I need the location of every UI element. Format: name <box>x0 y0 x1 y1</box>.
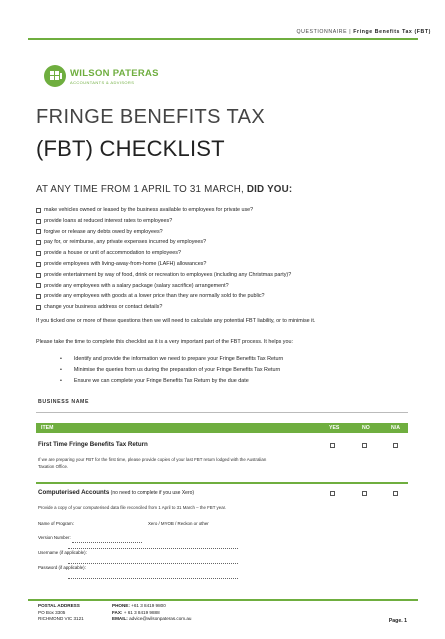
instructions-paragraph: Please take the time to complete this checklist as it is a very important part of the FBT process. It helps you: <box>36 339 293 345</box>
footer-rule <box>28 599 418 601</box>
password-field[interactable] <box>68 563 238 564</box>
password-label: Password (if applicable): <box>38 565 86 570</box>
checkbox[interactable] <box>36 305 41 310</box>
checkbox[interactable] <box>36 294 41 299</box>
header-doc-title: Fringe Benefits Tax (FBT) <box>353 29 431 35</box>
table-header-item: ITEM <box>41 425 54 432</box>
logo-name: WILSON PATERAS <box>70 67 159 79</box>
checklist-item-label: change your business address or contact details? <box>44 304 163 311</box>
checkbox[interactable] <box>36 251 41 256</box>
section-title-note: (no need to complete if you use Xero) <box>109 490 195 496</box>
username-field[interactable] <box>68 548 238 549</box>
checklist-item-label: forgive or release any debts owed by employees? <box>44 228 163 235</box>
section-title <box>38 489 408 496</box>
first-time-no-checkbox[interactable] <box>362 443 367 448</box>
table-header <box>36 423 408 433</box>
table-header-na: N/A <box>391 425 400 432</box>
fbt-checklist <box>36 205 291 313</box>
footer-fax-label: FAX: <box>112 609 123 615</box>
checklist-item-label: make vehicles owned or leased by the business available to employees for private use? <box>44 207 254 213</box>
page-header <box>296 29 431 35</box>
first-time-section <box>36 441 408 471</box>
checklist-item[interactable] <box>36 248 291 259</box>
footer-suburb: RICHMOND VIC 3121 <box>38 616 84 622</box>
header-questionnaire: QUESTIONNAIRE <box>296 29 348 35</box>
checklist-item-label: provide any employees with goods at a lower price than they are normally sold to the public? <box>44 293 265 300</box>
checklist-item[interactable] <box>36 291 291 302</box>
table-header-yes: YES <box>329 425 340 432</box>
first-time-na-checkbox[interactable] <box>393 443 398 448</box>
program-options: Xero / MYOB / Reckon or other <box>148 521 209 526</box>
footer-phone[interactable]: +61 3 8419 9800 <box>131 603 166 608</box>
checklist-item[interactable] <box>36 227 291 238</box>
checkbox[interactable] <box>36 262 41 267</box>
footer-postal <box>38 603 84 623</box>
page-title-line2: (FBT) CHECKLIST <box>36 136 225 161</box>
page-number: Page. 1 <box>388 618 407 624</box>
question-intro-text: AT ANY TIME FROM 1 APRIL TO 31 MARCH, <box>36 184 247 195</box>
checklist-item[interactable] <box>36 216 291 227</box>
logo-grid-icon <box>44 65 66 87</box>
checklist-item-label: provide loans at reduced interest rates to employees? <box>44 217 173 224</box>
business-name-field[interactable] <box>36 412 408 413</box>
version-label: Version Number: <box>38 535 71 540</box>
table-header-no: NO <box>362 425 370 432</box>
checklist-item[interactable] <box>36 270 291 281</box>
checklist-item-label: provide entertainment by way of food, drink or recreation to employees (including any Christmas party)? <box>44 271 292 278</box>
checklist-item[interactable] <box>36 237 291 248</box>
footer-phone-label: PHONE: <box>112 603 130 608</box>
list-item: • Ensure we can complete your Fringe Benefits Tax Return by the due date <box>60 376 283 387</box>
checkbox[interactable] <box>36 240 41 245</box>
question-intro <box>36 184 292 195</box>
business-name-label: BUSINESS NAME <box>38 399 90 405</box>
checklist-item[interactable] <box>36 281 291 292</box>
computerised-section <box>36 489 408 512</box>
checklist-item-label: provide employees with living-away-from-home (LAFH) allowances? <box>44 260 207 267</box>
checkbox[interactable] <box>36 208 41 213</box>
checklist-item[interactable] <box>36 302 291 313</box>
section-description: If we are preparing your FBT for the first time, please provide copies of your last FBT return lodged with the Australian Taxation Office. <box>38 457 267 469</box>
username-label: Username (if applicable): <box>38 550 87 555</box>
computerised-na-checkbox[interactable] <box>393 491 398 496</box>
computerised-no-checkbox[interactable] <box>362 491 367 496</box>
section-description: Provide a copy of your computerised data file reconciled from 1 April to 31 March – the FBT year. <box>38 505 227 510</box>
checkbox[interactable] <box>36 219 41 224</box>
liability-paragraph: If you ticked one or more of these questions then we will need to calculate any potential FBT liability, or to minimise it. <box>36 318 316 324</box>
checklist-item-label: provide a house or unit of accommodation to employees? <box>44 250 181 257</box>
section-title: First Time Fringe Benefits Tax Return <box>38 441 148 448</box>
checklist-item[interactable] <box>36 205 291 216</box>
checklist-item-label: pay for, or reimburse, any private expenses incurred by employees? <box>44 239 207 246</box>
checkbox[interactable] <box>36 283 41 288</box>
logo-tagline: ACCOUNTANTS & ADVISORS <box>70 79 135 85</box>
company-logo <box>44 65 159 87</box>
checklist-item[interactable] <box>36 259 291 270</box>
list-item: • Minimise the queries from us during the preparation of your Fringe Benefits Tax Return <box>60 365 283 376</box>
section-title-text: Computerised Accounts <box>38 489 110 496</box>
list-item: • Identify and provide the information we need to prepare your Fringe Benefits Tax Return <box>60 354 283 365</box>
version-field[interactable] <box>72 542 142 543</box>
footer-po-box: PO Box 3305 <box>38 609 66 615</box>
question-intro-emphasis: DID YOU: <box>246 184 293 195</box>
footer-email-label: EMAIL: <box>112 616 128 622</box>
computerised-yes-checkbox[interactable] <box>330 491 335 496</box>
checkbox[interactable] <box>36 273 41 278</box>
header-rule <box>28 38 418 40</box>
password-extra-line[interactable] <box>68 578 238 579</box>
benefits-list <box>60 354 283 386</box>
section-divider <box>36 482 408 484</box>
program-label: Name of Program: <box>38 521 74 526</box>
checkbox[interactable] <box>36 229 41 234</box>
header-separator: | <box>349 29 352 35</box>
checklist-item-label: provide any employees with a salary package (salary sacrifice) arrangement? <box>44 282 229 289</box>
page-title-line1: FRINGE BENEFITS TAX <box>36 106 266 128</box>
first-time-yes-checkbox[interactable] <box>330 443 335 448</box>
footer-postal-label: POSTAL ADDRESS <box>38 603 80 608</box>
footer-contact <box>112 603 191 623</box>
footer-fax: + 61 3 8419 9888 <box>123 609 160 615</box>
footer-email-link[interactable]: advice@wilsonpateras.com.au <box>129 616 192 622</box>
